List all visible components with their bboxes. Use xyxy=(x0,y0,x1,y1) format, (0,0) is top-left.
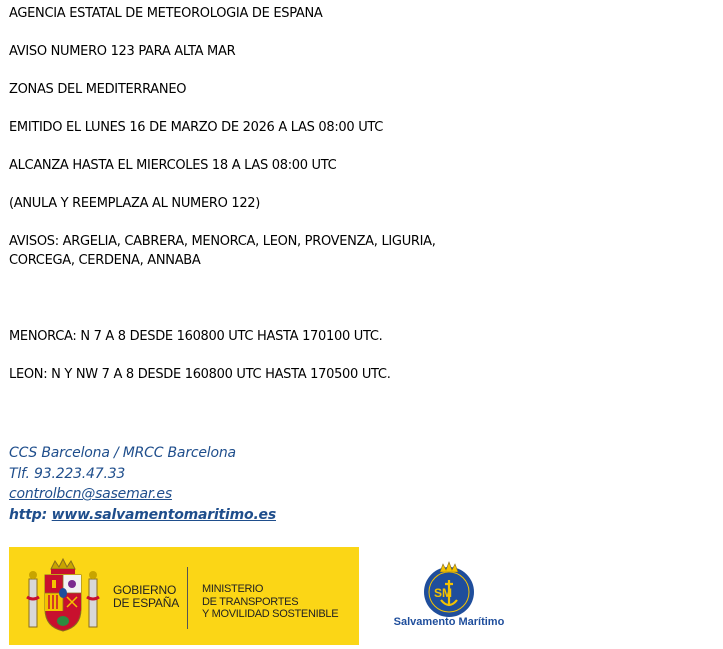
signature-center: CCS Barcelona / MRCC Barcelona xyxy=(9,445,236,461)
menorca-warning: MENORCA: N 7 A 8 DESDE 160800 UTC HASTA 170100 UTC. xyxy=(9,329,383,344)
sasemar-name: Salvamento Marítimo xyxy=(393,616,505,628)
salvamento-maritimo-emblem-icon xyxy=(418,560,480,618)
warnings-line-2: CORCEGA, CERDENA, ANNABA xyxy=(9,253,201,268)
ministry-line-2: DE TRANSPORTES xyxy=(202,595,299,608)
website-link[interactable]: www.salvamentomaritimo.es xyxy=(51,507,276,523)
replaces-line: (ANULA Y REEMPLAZA AL NUMERO 122) xyxy=(9,196,261,211)
gobierno-logo-text xyxy=(113,584,179,610)
sasemar-monogram: SM xyxy=(434,586,452,600)
signature-phone: Tlf. 93.223.47.33 xyxy=(9,466,126,482)
government-banner xyxy=(9,547,359,645)
ministry-line-1: MINISTERIO xyxy=(202,583,264,595)
salvamento-maritimo-logo xyxy=(386,560,512,632)
leon-warning: LEON: N Y NW 7 A 8 DESDE 160800 UTC HASTA 170500 UTC. xyxy=(9,367,391,382)
valid-until-line: ALCANZA HASTA EL MIERCOLES 18 A LAS 08:00 UTC xyxy=(9,158,337,173)
ministry-logo-text xyxy=(202,583,338,621)
issued-line: EMITIDO EL LUNES 16 DE MARZO DE 2026 A LAS 08:00 UTC xyxy=(9,120,384,135)
banner-divider xyxy=(187,567,188,629)
email-link[interactable]: controlbcn@sasemar.es xyxy=(9,486,172,502)
coat-of-arms-icon xyxy=(23,557,103,637)
warnings-line-1: AVISOS: ARGELIA, CABRERA, MENORCA, LEON, PROVENZA, LIGURIA, xyxy=(9,234,436,249)
ministry-line-3: Y MOVILIDAD SOSTENIBLE xyxy=(202,608,339,620)
notice-line: AVISO NUMERO 123 PARA ALTA MAR xyxy=(9,44,236,59)
gobierno-line-2: DE ESPAÑA xyxy=(113,596,179,610)
gobierno-line-1: GOBIERNO xyxy=(113,583,177,597)
agency-line: AGENCIA ESTATAL DE METEOROLOGIA DE ESPANA xyxy=(9,6,323,21)
zones-line: ZONAS DEL MEDITERRANEO xyxy=(9,82,187,97)
web-prefix: http: xyxy=(9,507,47,523)
